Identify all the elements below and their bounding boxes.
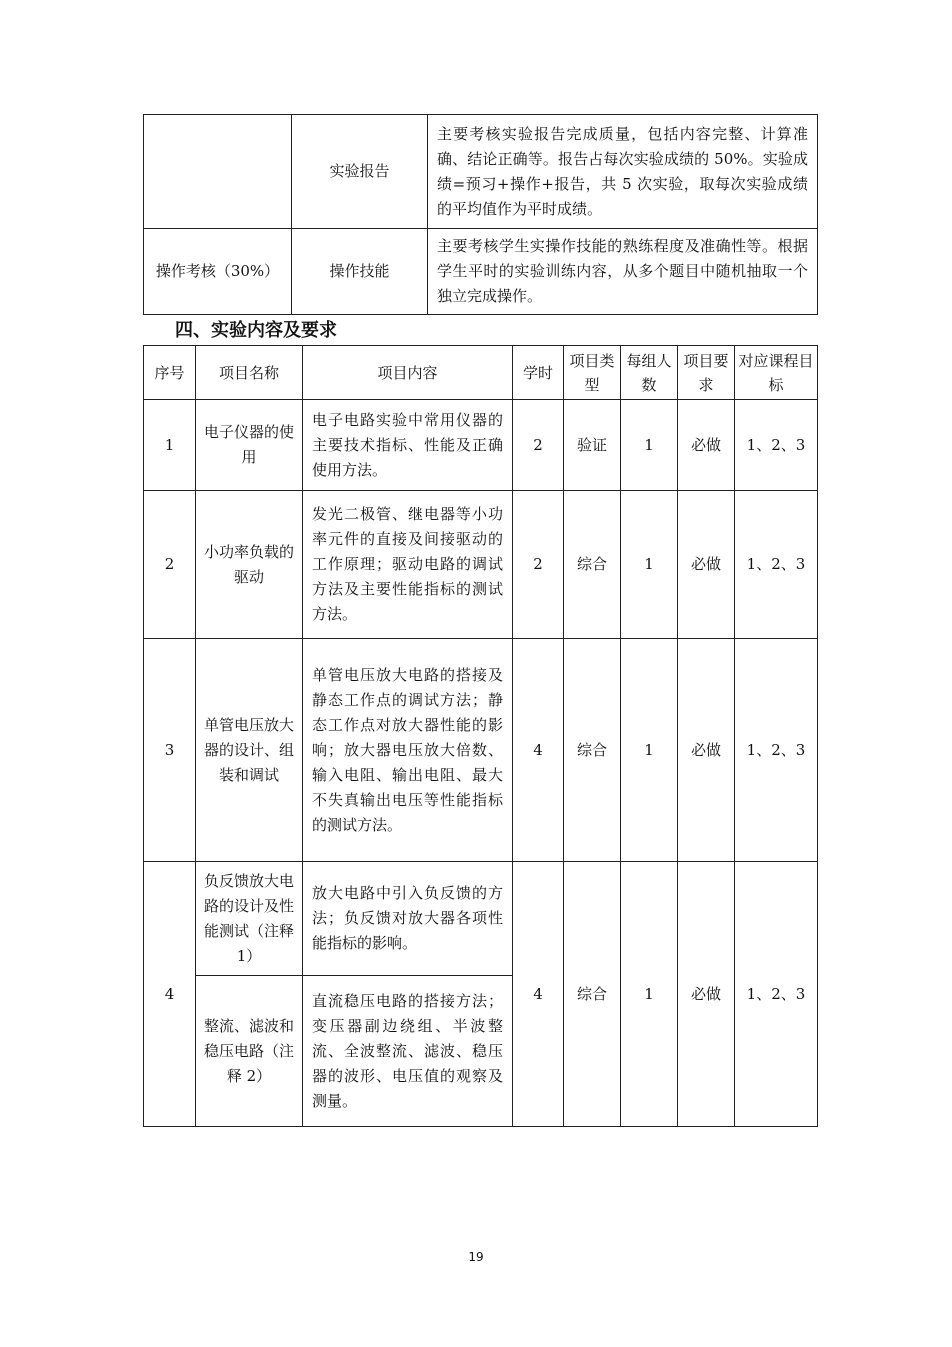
assessment-item: 操作技能 — [292, 229, 428, 315]
cell-goal: 1、2、3 — [735, 862, 818, 1127]
cell-goal: 1、2、3 — [735, 639, 818, 862]
cell-hours: 4 — [513, 862, 564, 1127]
cell-req: 必做 — [678, 862, 735, 1127]
header-hours: 学时 — [513, 346, 564, 400]
table-header-row — [144, 346, 818, 400]
cell-no: 2 — [144, 491, 196, 639]
cell-type: 综合 — [564, 862, 621, 1127]
cell-req: 必做 — [678, 639, 735, 862]
assessment-category: 操作考核（30%） — [144, 229, 292, 315]
cell-group: 1 — [621, 639, 678, 862]
table-row — [144, 115, 818, 229]
header-no: 序号 — [144, 346, 196, 400]
table-row — [144, 491, 818, 639]
page-number: 19 — [468, 1250, 484, 1264]
cell-type: 综合 — [564, 639, 621, 862]
cell-no: 3 — [144, 639, 196, 862]
cell-hours: 2 — [513, 491, 564, 639]
table-row — [144, 639, 818, 862]
cell-content: 直流稳压电路的搭接方法；变压器副边绕组、半波整流、全波整流、滤波、稳压器的波形、电压值的观察及测量。 — [303, 976, 513, 1127]
cell-group: 1 — [621, 400, 678, 491]
cell-hours: 2 — [513, 400, 564, 491]
assessment-table — [143, 114, 818, 315]
cell-type: 综合 — [564, 491, 621, 639]
cell-content: 单管电压放大电路的搭接及静态工作点的调试方法；静态工作点对放大器性能的影响；放大器电压放大倍数、输入电阻、输出电阻、最大不失真输出电压等性能指标的测试方法。 — [303, 639, 513, 862]
cell-name: 单管电压放大器的设计、组装和调试 — [196, 639, 303, 862]
assessment-content: 主要考核学生实操作技能的熟练程度及准确性等。根据学生平时的实验训练内容，从多个题目中随机抽取一个独立完成操作。 — [428, 229, 818, 315]
header-name: 项目名称 — [196, 346, 303, 400]
header-goal: 对应课程目标 — [735, 346, 818, 400]
cell-type: 验证 — [564, 400, 621, 491]
header-type: 项目类型 — [564, 346, 621, 400]
assessment-category — [144, 115, 292, 229]
cell-group: 1 — [621, 862, 678, 1127]
header-req: 项目要求 — [678, 346, 735, 400]
cell-name: 电子仪器的使用 — [196, 400, 303, 491]
header-content: 项目内容 — [303, 346, 513, 400]
section-heading: 四、实验内容及要求 — [175, 320, 337, 341]
assessment-content: 主要考核实验报告完成质量，包括内容完整、计算准确、结论正确等。报告占每次实验成绩的 50%。实验成绩=预习+操作+报告，共 5 次实验，取每次实验成绩的平均值作为平时成绩。 — [428, 115, 818, 229]
cell-goal: 1、2、3 — [735, 400, 818, 491]
cell-no: 1 — [144, 400, 196, 491]
assessment-item: 实验报告 — [292, 115, 428, 229]
cell-req: 必做 — [678, 400, 735, 491]
table-row — [144, 400, 818, 491]
cell-name: 负反馈放大电路的设计及性能测试（注释 1） — [196, 862, 303, 976]
cell-name: 小功率负载的驱动 — [196, 491, 303, 639]
table-row — [144, 862, 818, 976]
experiment-table — [143, 345, 818, 1127]
table-row — [144, 229, 818, 315]
cell-name: 整流、滤波和稳压电路（注释 2） — [196, 976, 303, 1127]
cell-no: 4 — [144, 862, 196, 1127]
cell-goal: 1、2、3 — [735, 491, 818, 639]
cell-content: 发光二极管、继电器等小功率元件的直接及间接驱动的工作原理；驱动电路的调试方法及主要性能指标的测试方法。 — [303, 491, 513, 639]
cell-group: 1 — [621, 491, 678, 639]
cell-content: 电子电路实验中常用仪器的主要技术指标、性能及正确使用方法。 — [303, 400, 513, 491]
cell-req: 必做 — [678, 491, 735, 639]
cell-content: 放大电路中引入负反馈的方法；负反馈对放大器各项性能指标的影响。 — [303, 862, 513, 976]
header-group: 每组人数 — [621, 346, 678, 400]
cell-hours: 4 — [513, 639, 564, 862]
